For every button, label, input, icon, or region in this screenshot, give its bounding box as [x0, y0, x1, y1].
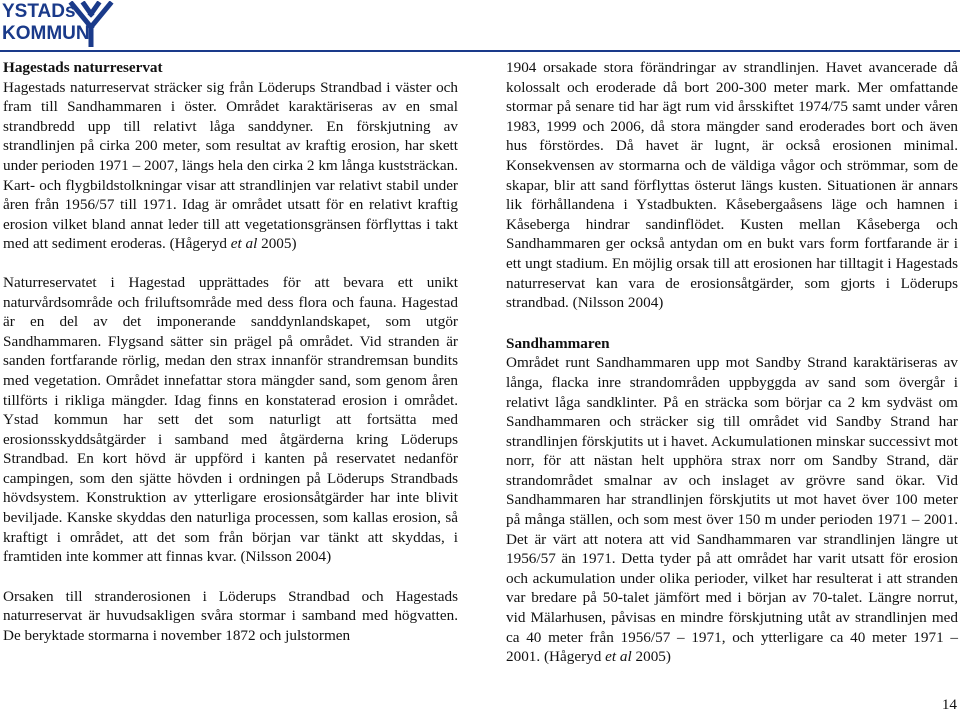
logo-text-line2: KOMMUN: [2, 23, 90, 44]
citation-etal: et al: [605, 648, 632, 666]
ystad-crest-icon: [68, 1, 114, 47]
right-column: [506, 58, 958, 667]
paragraph-text: Hagestads naturreservat sträcker sig från Löderups Strandbad i väster och fram till Sandhammaren i öster. Området karaktäriseras av en smal strandbredd upp till relativt låga sanddyner. En förskjutning av strandlinjen på cirka 200 meter, som resultat av kraftig erosion, har skett under perioden 1971 – 2007, längs hela den cirka 2 km långa kuststräckan. Kart- och flygbildstolkningar visar att strandlinjen var relativt stabil under åren från 1956/57 till 1971. Idag är området utsatt för en relativt kraftig erosion vilket bland annat leder till att vegetationsgränsen förflyttas i takt med att sediment eroderas. (Hågeryd: [3, 78, 458, 253]
left-column: [3, 58, 458, 646]
section-heading-hagestad: Hagestads naturreservat: [3, 59, 163, 76]
paragraph-hagestad-intro: [3, 78, 458, 254]
paragraph-hagestad-reserve: Naturreservatet i Hagestad upprättades för att bevara ett unikt naturvårdsområde och friluftsområde med dess flora och fauna. Hagestad är en del av det imponerande sanddynlandskapet, som utgör Sandhammaren. Flygsand sätter sin prägel på området. Vid stranden är sanden fortfarande rörlig, medan den strax innanför strandremsan bundits med vegetation. Området innefattar stora mängder sand, som genom åren tillförts i rikliga mängder. Idag finns en konstaterad erosion i området. Ystad kommun har sett det som naturligt att fortsätta med erosionsskyddsåtgärder i samband med åtgärderna kring Löderups Strandbad. En kort hövd är uppförd i kanten på reservatet nedanför campingen, som den sjätte hövden i ordningen på Löderups Strandbads hövdsystem. Konstruktion av ytterligare erosionsåtgärder har inte blivit beviljade. Kanske skyddas den naturliga processen, som kallas erosion, så kraftigt i området, att det som från början var tänkt att skyddas, i framtiden inte kommer att finnas kvar. (Nilsson 2004): [3, 273, 458, 566]
paragraph-text: Området runt Sandhammaren upp mot Sandby Strand karaktäriseras av långa, flacka inre strandområden uppbyggda av sand som övergår i relativt låga sandklinter. På en sträcka som börjar ca 2 km sydväst om Sandhammaren och sträcker sig till området vid Sandby Strand har strandlinjen förskjutits ut i havet. Ackumulationen minskar successivt mot norr, för att nästan helt upphöra strax norr om Sandby Strand, där strandområdet smalnar av och inslaget av grövre sand ökar. Vid Sandhammaren har strandlinjen förskjutits ut mot havet över 100 meter på många ställen, och som mest över 150 m under perioden 1971 – 2001. Det är värt att notera att vid Sandhammaren var strandlinjen längre ut 1956/57 än 1971. Detta tyder på att området har varit utsatt för erosion och ackumulation under olika perioder, vilket har resulterat i att stranden var bredare på 50-talet jämfört med i början av 70-talet. Längre norrut, vid Mälarhusen, påvisas en mindre förskjutning utåt av strandlinjen med ca 40 meter från 1956/57 – 1971, och ytterligare ca 40 meter 1971 – 2001. (Hågeryd: [506, 354, 958, 666]
paragraph-text: 2005): [631, 648, 671, 666]
paragraph-erosion-cause: Orsaken till stranderosionen i Löderups Strandbad och Hagestads naturreservat är huvudsakligen svåra stormar i samband med högvatten. De beryktade stormarna i november 1872 och julstormen: [3, 587, 458, 645]
logo-text-line1: YSTADs: [2, 1, 76, 22]
citation-etal: et al: [230, 235, 258, 253]
header-rule: [0, 50, 960, 52]
paragraph-storms: 1904 orsakade stora förändringar av strandlinjen. Havet avancerade då kolossalt och eroderade då bort 200-300 meter mark. Mer omfattande stormar på senare tid har ägt rum vid årsskiftet 1974/75 samt under våren 1983, 1999 och 2006, då stora mängder sand eroderades bort och även hus förstördes. Då havet är lugnt, är också erosionen minimal. Konsekvensen av stormarna och de väldiga vågor och strömmar, som de skapar, blir att sand förflyttas österut längs kusten. Situationen är annars lik förhållandena i Ystadbukten. Kåsebergaåsens läge och hamnen i Kåseberga hindrar sandinflödet. Kusten mellan Kåseberga och Sandhammaren ger också antydan om en bukt vars form fortfarande är i ett ungt stadium. En möjlig orsak till att erosionen har tilltagit i Hagestads naturreservat kan vara de erosionsåtgärder, som gjorts i Löderups strandbad. (Nilsson 2004): [506, 59, 958, 312]
section-heading-sandhammaren: Sandhammaren: [506, 334, 610, 352]
ystad-kommun-logo: [2, 1, 116, 49]
paragraph-sandhammaren: [506, 353, 958, 667]
page-number: 14: [941, 696, 957, 713]
paragraph-text: 2005): [257, 235, 297, 253]
